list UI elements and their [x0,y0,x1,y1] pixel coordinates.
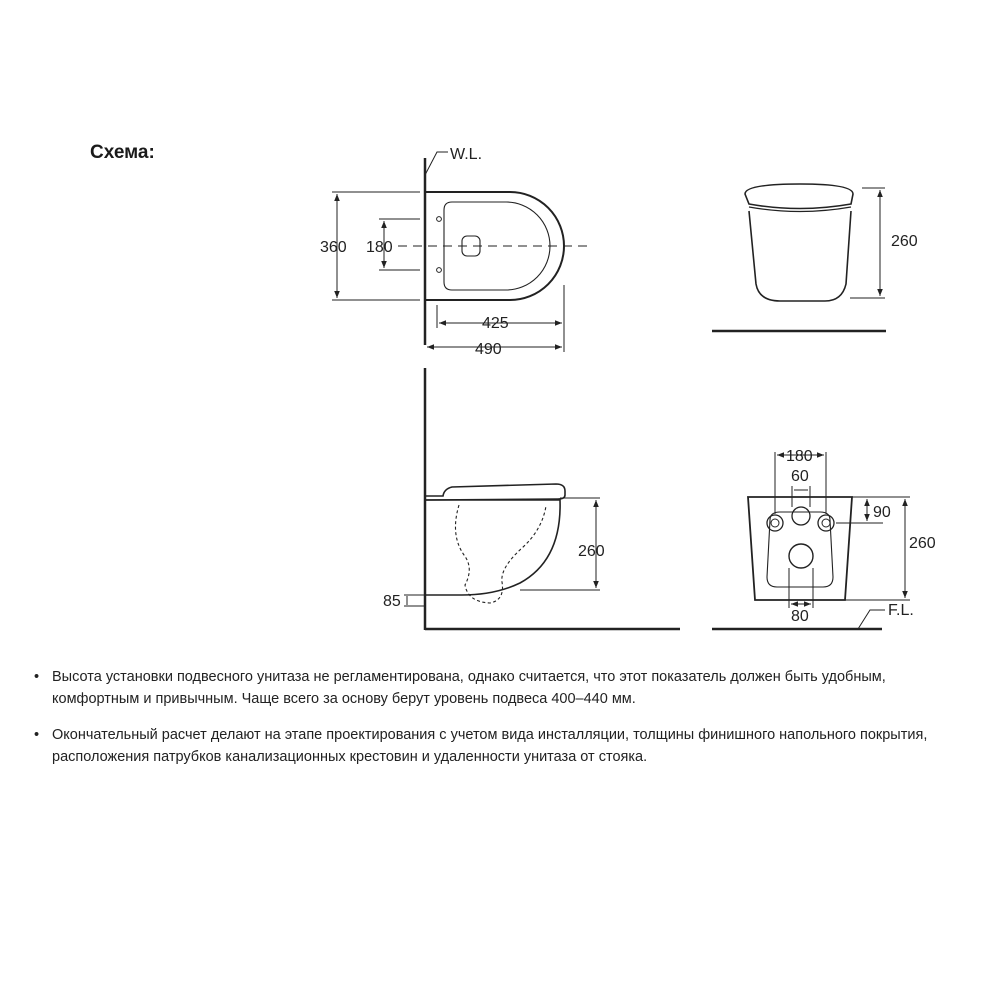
note-item: • Высота установки подвесного унитаза не регламентирована, однако считается, что этот показатель должен быть удобным, комфортным и привычным. Чаще всего за основу берут уровень подвеса 400–440 мм. [34,666,974,710]
label-fl: F.L. [888,602,914,619]
dim-back-260: 260 [909,535,936,552]
note-item: • Окончательный расчет делают на этапе проектирования с учетом вида инсталляции, толщины финишного напольного покрытия, расположения патрубков канализационных крестовин и удаленности унитаза от стояка. [34,724,974,768]
notes-list [34,666,974,782]
dim-85: 85 [383,593,401,610]
dim-back-180: 180 [786,448,813,465]
dim-490: 490 [475,341,502,358]
seat-lid [745,184,853,209]
inlet-hole [792,507,810,525]
side-view [404,368,680,630]
front-view [712,184,886,331]
dim-front-260: 260 [891,233,918,250]
outlet-hole [789,544,813,568]
fl-leader [858,610,885,629]
mount-hole-bottom [437,268,442,273]
bowl-body [749,211,851,301]
label-wl: W.L. [450,146,483,163]
side-bowl [425,500,560,595]
bolt-hole-right [818,515,834,531]
dim-60: 60 [791,468,809,485]
dim-80: 80 [791,608,809,625]
dim-180: 180 [366,239,393,256]
dim-90: 90 [873,504,891,521]
back-inner [767,512,833,587]
side-seat [425,484,565,500]
dim-side-260: 260 [578,543,605,560]
back-view [712,452,910,629]
schema-heading: Схема: [90,142,155,163]
side-trap [455,505,546,603]
mount-hole-top [437,217,442,222]
dim-360: 360 [320,239,347,256]
wl-leader [425,152,448,175]
dim-425: 425 [482,315,509,332]
